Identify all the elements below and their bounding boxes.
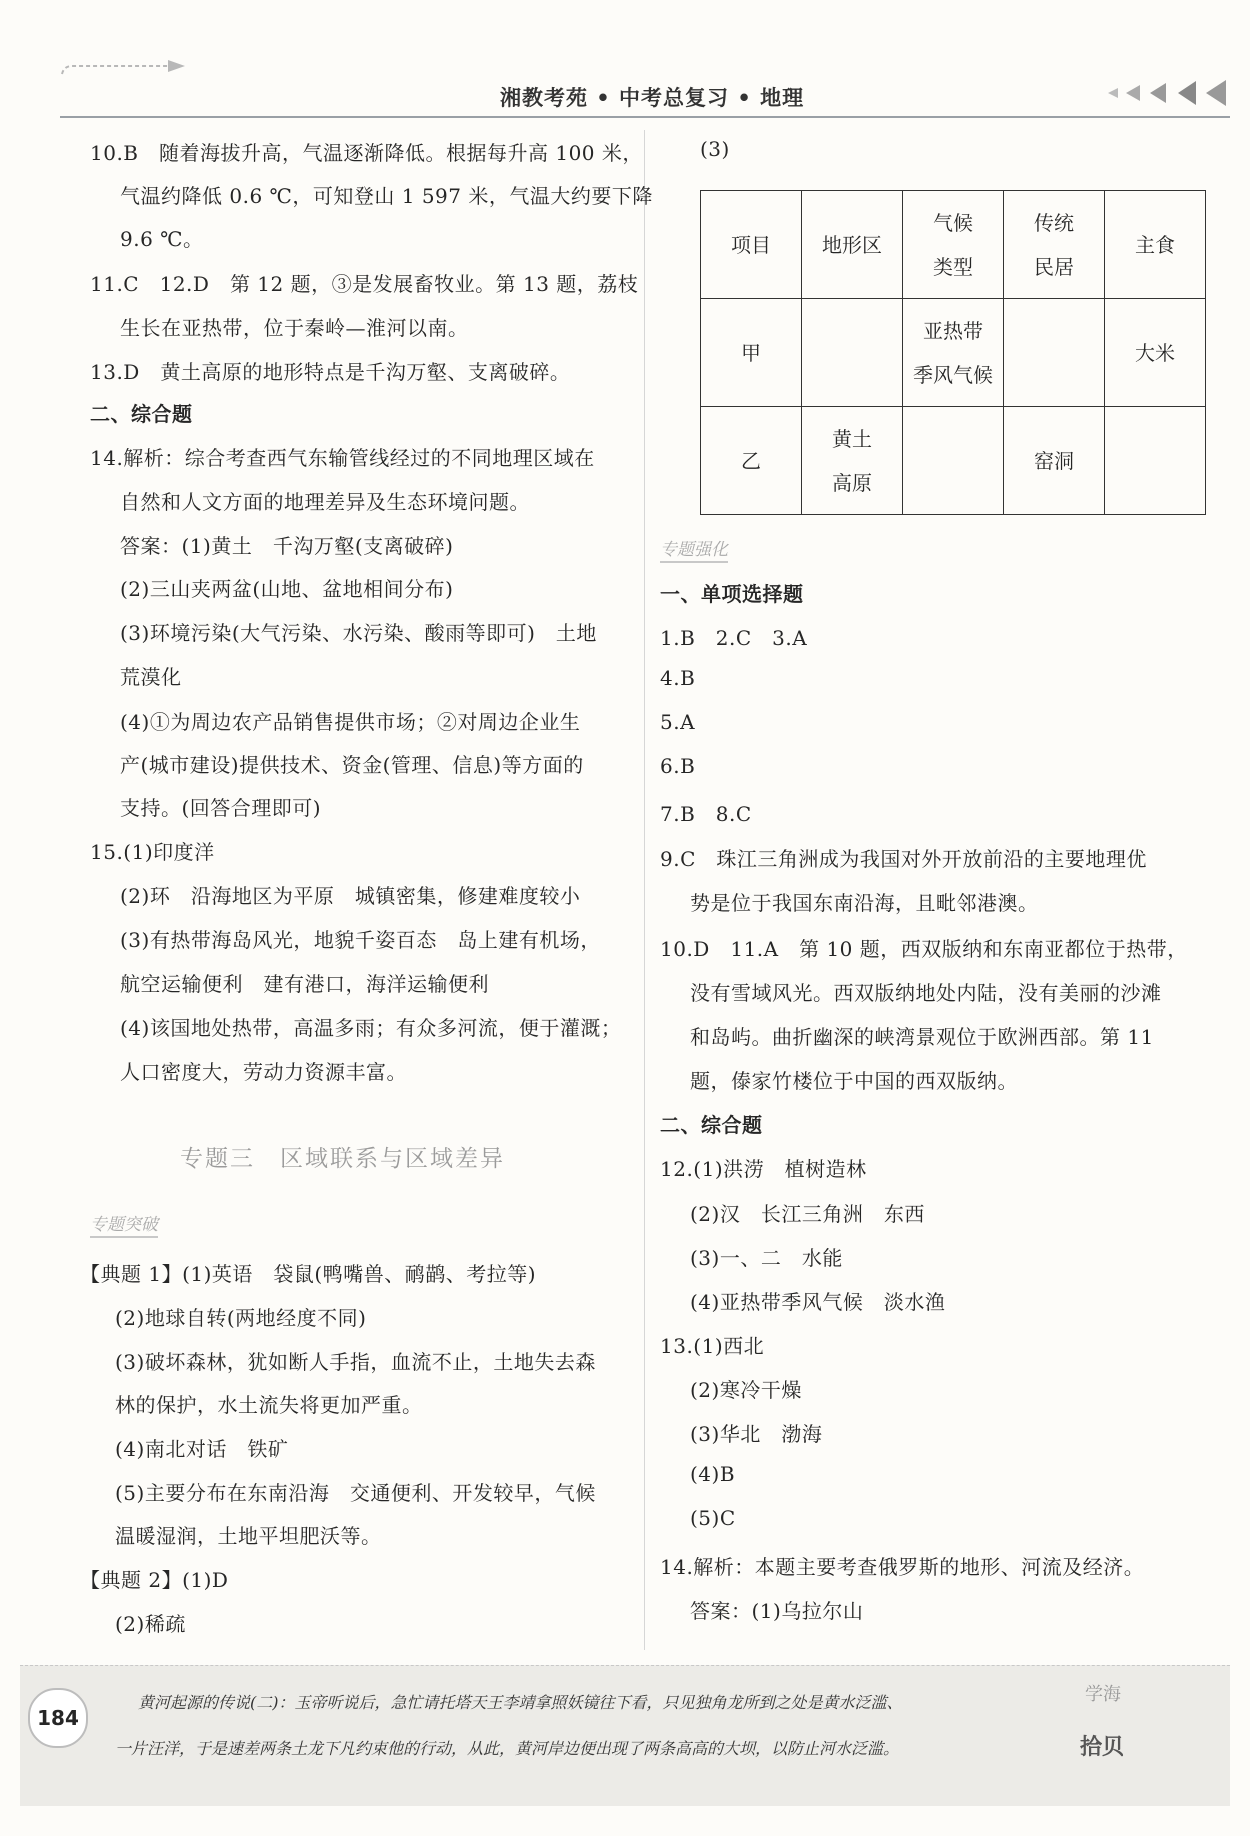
text-line: 10.B 随着海拔升高，气温逐渐降低。根据每升高 100 米， [90,141,643,165]
text-line: (5)C [690,1506,736,1530]
table-row [701,407,1206,515]
text-line: 答案：(1)乌拉尔山 [690,1599,864,1623]
text-line: (2)三山夹两盆(山地、盆地相间分布) [120,577,454,601]
text-line: 温暖湿润，土地平坦肥沃等。 [115,1524,382,1548]
text-line: 支持。(回答合理即可) [120,796,322,820]
text-line: 1.B 2.C 3.A [660,626,808,650]
text-line: 航空运输便利 建有港口，海洋运输便利 [120,972,489,996]
text-line: 人口密度大，劳动力资源丰富。 [120,1060,407,1084]
tag-zhuanti-tupo: 专题突破 [90,1210,158,1238]
table-cell: 气候 类型 [903,191,1004,299]
column-divider [644,130,645,1650]
text-line: (2)寒冷干燥 [690,1378,802,1402]
text-line: (2)汉 长江三角洲 东西 [690,1202,925,1226]
table-cell [1004,299,1105,407]
table-row [701,299,1206,407]
text-line: 自然和人文方面的地理差异及生态环境问题。 [120,490,530,514]
arrow-decoration-icon [60,60,190,80]
table-cell: 项目 [701,191,802,299]
table-cell: 甲 [701,299,802,407]
table-cell: 地形区 [802,191,903,299]
text-line: 5.A [660,710,696,734]
text-line: 荒漠化 [120,665,182,689]
table-cell [903,407,1004,515]
text-line: (4)该国地处热带，高温多雨；有众多河流，便于灌溉； [120,1016,622,1040]
text-line: 林的保护，水土流失将更加严重。 [115,1393,423,1417]
table-cell: 亚热带 季风气候 [903,299,1004,407]
text-line: 14.解析：本题主要考查俄罗斯的地形、河流及经济。 [660,1555,1145,1579]
text-line: 产(城市建设)提供技术、资金(管理、信息)等方面的 [120,753,584,777]
text-line: 14.解析：综合考查西气东输管线经过的不同地理区域在 [90,446,595,470]
text-line: 二、综合题 [660,1113,763,1137]
text-line: (4)南北对话 铁矿 [115,1437,289,1461]
text-line: (5)主要分布在东南沿海 交通便利、开发较早，气候 [115,1481,596,1505]
answer-table [700,190,1206,515]
text-line: (3)有热带海岛风光，地貌千姿百态 岛上建有机场， [120,928,601,952]
footer-stamp: 拾贝 [1080,1735,1125,1760]
text-line: 没有雪域风光。西双版纳地处内陆，没有美丽的沙滩 [690,981,1162,1005]
text-line: 13.(1)西北 [660,1334,765,1358]
text-line: 15.(1)印度洋 [90,840,215,864]
table-cell: 窑洞 [1004,407,1105,515]
text-line: 6.B [660,754,696,778]
footer-story-line-2: 一片汪洋，于是速差两条土龙下凡约束他的行动，从此，黄河岸边便出现了两条高高的大坝，以防止河水泛滥。 [115,1739,900,1758]
text-line: (2)地球自转(两地经度不同) [115,1306,367,1330]
text-line: (4)亚热带季风气候 淡水渔 [690,1290,946,1314]
text-line: 11.C 12.D 第 12 题，③是发展畜牧业。第 13 题，荔枝 [90,272,639,296]
footer-stamp-top: 学海 [1085,1684,1121,1705]
text-line: 和岛屿。曲折幽深的峡湾景观位于欧洲西部。第 11 [690,1025,1154,1049]
text-line: 势是位于我国东南沿海，且毗邻港澳。 [690,891,1039,915]
text-line: 9.C 珠江三角洲成为我国对外开放前沿的主要地理优 [660,847,1147,871]
text-line: 9.6 ℃。 [120,227,204,251]
table-cell: 黄土 高原 [802,407,903,515]
text-line: (3)一、二 水能 [690,1246,843,1270]
text-line: (2)环 沿海地区为平原 城镇密集，修建难度较小 [120,884,581,908]
text-line: (4)①为周边农产品销售提供市场；②对周边企业生 [120,710,581,734]
text-line: (3)破坏森林，犹如断人手指，血流不止，土地失去森 [115,1350,596,1374]
text-line: 12.(1)洪涝 植树造林 [660,1157,867,1181]
triangle-decoration-icon [1100,78,1230,108]
text-line: 题，傣家竹楼位于中国的西双版纳。 [690,1069,1018,1093]
text-line: 生长在亚热带，位于秦岭—淮河以南。 [120,316,469,340]
page-header [60,60,1230,120]
text-line: 4.B [660,666,696,690]
text-line: 一、单项选择题 [660,582,804,606]
tag-zhuanti-qianghua: 专题强化 [660,535,728,563]
table-cell [802,299,903,407]
table-cell: 传统 民居 [1004,191,1105,299]
header-rule [60,116,1230,118]
section-title: 专题三 区域联系与区域差异 [180,1146,505,1172]
text-line: (3)华北 渤海 [690,1422,823,1446]
table-cell [1105,407,1206,515]
text-line: 答案：(1)黄土 千沟万壑(支离破碎) [120,534,454,558]
text-line: (4)B [690,1462,736,1486]
text-line: 气温约降低 0.6 ℃，可知登山 1 597 米，气温大约要下降 [120,184,653,208]
text-line: 10.D 11.A 第 10 题，西双版纳和东南亚都位于热带， [660,937,1188,961]
table-question-label: (3) [700,137,730,161]
table-header-row [701,191,1206,299]
footer-story-line-1: 黄河起源的传说(二)：玉帝听说后，急忙请托塔天王李靖拿照妖镜往下看，只见独角龙所到之处是黄水泛滥、 [138,1693,903,1712]
text-line: (3)环境污染(大气污染、水污染、酸雨等即可) 土地 [120,621,597,645]
header-title: 湘教考苑 • 中考总复习 • 地理 [500,86,805,110]
page-number: 184 [28,1688,88,1748]
text-line: 二、综合题 [90,402,193,426]
text-line: 【典题 2】(1)D [80,1568,229,1592]
text-line: 13.D 黄土高原的地形特点是千沟万壑、支离破碎。 [90,360,571,384]
text-line: 【典题 1】(1)英语 袋鼠(鸭嘴兽、鸸鹋、考拉等) [80,1262,537,1286]
text-line: 7.B 8.C [660,802,752,826]
table-cell: 乙 [701,407,802,515]
table-cell: 大米 [1105,299,1206,407]
text-line: (2)稀疏 [115,1612,186,1636]
table-cell: 主食 [1105,191,1206,299]
